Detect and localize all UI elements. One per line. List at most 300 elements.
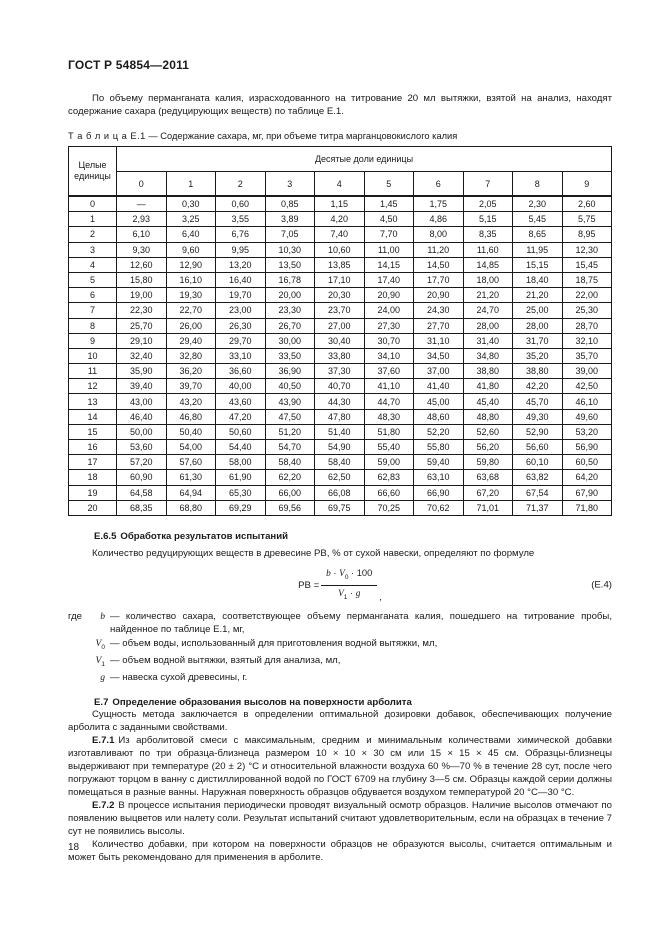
sugar-value-cell: 11,60 bbox=[463, 242, 513, 257]
unit-value-cell: 13 bbox=[69, 394, 117, 409]
sugar-value-cell: 3,89 bbox=[265, 212, 315, 227]
definition-line bbox=[68, 654, 612, 671]
sugar-value-cell: 0,30 bbox=[166, 196, 216, 212]
sugar-value-cell: 60,90 bbox=[117, 470, 167, 485]
sugar-value-cell: 66,90 bbox=[414, 485, 464, 500]
sugar-value-cell: 17,40 bbox=[364, 272, 414, 287]
sugar-value-cell: 2,93 bbox=[117, 212, 167, 227]
sugar-value-cell: 32,80 bbox=[166, 348, 216, 363]
sugar-value-cell: 47,20 bbox=[216, 409, 266, 424]
digit-column-header: 9 bbox=[562, 172, 612, 197]
sugar-value-cell: 29,10 bbox=[117, 333, 167, 348]
formula-intro: Количество редуцирующих веществ в древесине РВ, % от сухой навески, определяют по формуле bbox=[92, 547, 535, 559]
sugar-value-cell: 66,60 bbox=[364, 485, 414, 500]
paragraph: Е.7.2 В процессе испытания периодически проводят визуальный осмотр образцов. Наличие высолов отмечают по появлению выцветов или налету соли. Результат испытаний считают удовлетворительным, если на образцах в течение 7 сут не появились высолы. bbox=[68, 799, 612, 837]
sugar-value-cell: 69,29 bbox=[216, 500, 266, 515]
sugar-value-cell: 25,70 bbox=[117, 318, 167, 333]
sugar-value-cell: 2,60 bbox=[562, 196, 612, 212]
sugar-value-cell: 37,00 bbox=[414, 364, 464, 379]
sugar-value-cell: 52,20 bbox=[414, 424, 464, 439]
sugar-value-cell: 31,40 bbox=[463, 333, 513, 348]
sugar-value-cell: 64,94 bbox=[166, 485, 216, 500]
sugar-value-cell: 6,10 bbox=[117, 227, 167, 242]
sugar-value-cell: 34,10 bbox=[364, 348, 414, 363]
sugar-value-cell: 63,82 bbox=[513, 470, 563, 485]
sugar-value-cell: 31,70 bbox=[513, 333, 563, 348]
table-caption-text: — Содержание сахара, мг, при объеме титра марганцовокислого калия bbox=[148, 131, 458, 141]
sugar-value-cell: 70,62 bbox=[414, 500, 464, 515]
sugar-value-cell: 26,70 bbox=[265, 318, 315, 333]
digit-column-header: 3 bbox=[265, 172, 315, 197]
table-row bbox=[69, 424, 612, 439]
sugar-value-cell: 4,20 bbox=[315, 212, 365, 227]
sugar-value-cell: 44,30 bbox=[315, 394, 365, 409]
table-row bbox=[69, 227, 612, 242]
sugar-value-cell: 9,30 bbox=[117, 242, 167, 257]
table-row bbox=[69, 470, 612, 485]
sugar-value-cell: 13,85 bbox=[315, 257, 365, 272]
sugar-value-cell: 52,60 bbox=[463, 424, 513, 439]
sugar-value-cell: 57,60 bbox=[166, 455, 216, 470]
sugar-value-cell: 43,00 bbox=[117, 394, 167, 409]
formula-numerator: $b \cdot V_0 \cdot 100$ bbox=[321, 568, 377, 586]
sugar-value-cell: 36,90 bbox=[265, 364, 315, 379]
sugar-value-cell: 50,00 bbox=[117, 424, 167, 439]
sugar-value-cell: 29,40 bbox=[166, 333, 216, 348]
clause-number: Е.7 bbox=[94, 696, 109, 708]
sugar-value-cell: 12,60 bbox=[117, 257, 167, 272]
sugar-value-cell: 43,20 bbox=[166, 394, 216, 409]
sugar-value-cell: 1,75 bbox=[414, 196, 464, 212]
sugar-value-cell: 39,40 bbox=[117, 379, 167, 394]
table-row bbox=[69, 333, 612, 348]
paragraph: Е.7.1 Из арболитовой смеси с максимальным, средним и минимальным количествами химической добавки изготавливают по три образца-близнеца размером 10 × 10 × 30 см или 15 × 15 × 45 см. Образцы-близнецы выдерживают при температуре (20 ± 2) °С и относительной влажности воздуха 60 %—70 % в течение 28 сут, после чего погружают торцом в ванну с дистиллированной водой по ГОСТ 6709 на глубину 3—5 см. Образцы каждой серии должны помещаться в разные ванны. Наружная поверхность образцов обдувается воздухом температурой 20 °С—30 °С. bbox=[68, 734, 612, 798]
unit-value-cell: 8 bbox=[69, 318, 117, 333]
definition-line bbox=[68, 610, 612, 637]
sugar-value-cell: 17,10 bbox=[315, 272, 365, 287]
sugar-value-cell: 50,40 bbox=[166, 424, 216, 439]
table-row bbox=[69, 485, 612, 500]
sugar-value-cell: 60,10 bbox=[513, 455, 563, 470]
sugar-value-cell: 13,50 bbox=[265, 257, 315, 272]
digit-header-row bbox=[69, 172, 612, 197]
definition-variable: $V_1$ bbox=[95, 655, 105, 668]
sugar-value-cell: 71,37 bbox=[513, 500, 563, 515]
definition-variable: g bbox=[100, 672, 105, 684]
sugar-value-cell: 42,50 bbox=[562, 379, 612, 394]
unit-value-cell: 14 bbox=[69, 409, 117, 424]
sugar-value-cell: 30,40 bbox=[315, 333, 365, 348]
sugar-value-cell: 43,90 bbox=[265, 394, 315, 409]
sugar-value-cell: 67,90 bbox=[562, 485, 612, 500]
sugar-value-cell: 24,70 bbox=[463, 303, 513, 318]
definition-text: — количество сахара, соответствующее объему перманганата калия, пошедшего на титрование пробы, найденное по таблице Е.1, мг, bbox=[110, 610, 612, 636]
sugar-value-cell: 10,60 bbox=[315, 242, 365, 257]
sugar-value-cell: 35,20 bbox=[513, 348, 563, 363]
sugar-value-cell: 39,00 bbox=[562, 364, 612, 379]
unit-value-cell: 1 bbox=[69, 212, 117, 227]
sugar-value-cell: 46,40 bbox=[117, 409, 167, 424]
sugar-value-cell: 67,20 bbox=[463, 485, 513, 500]
sugar-value-cell: 36,60 bbox=[216, 364, 266, 379]
sugar-value-cell: 50,60 bbox=[216, 424, 266, 439]
sugar-value-cell: 69,56 bbox=[265, 500, 315, 515]
section-e7-heading bbox=[68, 697, 612, 708]
sugar-value-cell: 54,70 bbox=[265, 440, 315, 455]
sugar-value-cell: 27,70 bbox=[414, 318, 464, 333]
table-row bbox=[69, 394, 612, 409]
table-row bbox=[69, 379, 612, 394]
sugar-value-cell: 48,60 bbox=[414, 409, 464, 424]
sugar-value-cell: 35,90 bbox=[117, 364, 167, 379]
digit-column-header: 7 bbox=[463, 172, 513, 197]
sugar-value-cell: 55,80 bbox=[414, 440, 464, 455]
unit-value-cell: 6 bbox=[69, 288, 117, 303]
definition-variable: b bbox=[100, 610, 105, 622]
sugar-value-cell: 28,00 bbox=[513, 318, 563, 333]
sugar-value-cell: 6,76 bbox=[216, 227, 266, 242]
formula-definitions bbox=[68, 610, 612, 689]
unit-value-cell: 7 bbox=[69, 303, 117, 318]
formula-number-label: (Е.4) bbox=[591, 579, 612, 591]
intro-paragraph: По объему перманганата калия, израсходованного на титрование 20 мл вытяжки, взятой на анализ, находят содержание сахара (редуцирующих веществ) по таблице Е.1. bbox=[68, 93, 612, 117]
sugar-value-cell: 69,75 bbox=[315, 500, 365, 515]
formula-comma: , bbox=[379, 591, 382, 603]
sugar-value-cell: 49,30 bbox=[513, 409, 563, 424]
sugar-value-cell: 45,70 bbox=[513, 394, 563, 409]
unit-value-cell: 15 bbox=[69, 424, 117, 439]
sugar-value-cell: 40,50 bbox=[265, 379, 315, 394]
sugar-value-cell: 70,25 bbox=[364, 500, 414, 515]
sugar-value-cell: 9,95 bbox=[216, 242, 266, 257]
table-row bbox=[69, 196, 612, 212]
sugar-value-cell: 25,30 bbox=[562, 303, 612, 318]
formula-e4 bbox=[68, 568, 612, 603]
sugar-value-cell: 47,80 bbox=[315, 409, 365, 424]
table-row bbox=[69, 288, 612, 303]
sugar-value-cell: 58,40 bbox=[265, 455, 315, 470]
sugar-value-cell: 32,40 bbox=[117, 348, 167, 363]
sugar-value-cell: 35,70 bbox=[562, 348, 612, 363]
sugar-value-cell: 54,00 bbox=[166, 440, 216, 455]
sugar-value-cell: 14,15 bbox=[364, 257, 414, 272]
sugar-value-cell: 59,80 bbox=[463, 455, 513, 470]
section-e7-heading-text: Определение образования высолов на поверхности арболита bbox=[112, 696, 412, 708]
sugar-value-cell: 23,00 bbox=[216, 303, 266, 318]
formula-fraction bbox=[321, 568, 377, 603]
table-row bbox=[69, 364, 612, 379]
document-title: ГОСТ Р 54854—2011 bbox=[68, 58, 190, 72]
sugar-value-cell: 65,30 bbox=[216, 485, 266, 500]
sugar-value-cell: 28,00 bbox=[463, 318, 513, 333]
sugar-value-cell: 34,50 bbox=[414, 348, 464, 363]
unit-value-cell: 17 bbox=[69, 455, 117, 470]
digit-column-header: 5 bbox=[364, 172, 414, 197]
definition-prefix: где bbox=[68, 610, 83, 622]
page-number: 18 bbox=[68, 842, 80, 853]
sugar-value-cell: 39,70 bbox=[166, 379, 216, 394]
sugar-value-cell: 51,80 bbox=[364, 424, 414, 439]
sugar-value-cell: 2,05 bbox=[463, 196, 513, 212]
section-e65-heading-text: Обработка результатов испытаний bbox=[120, 530, 288, 542]
sugar-value-cell: 8,65 bbox=[513, 227, 563, 242]
table-row bbox=[69, 318, 612, 333]
sugar-value-cell: 3,25 bbox=[166, 212, 216, 227]
sugar-value-cell: 56,60 bbox=[513, 440, 563, 455]
sugar-value-cell: 18,75 bbox=[562, 272, 612, 287]
unit-value-cell: 20 bbox=[69, 500, 117, 515]
sugar-value-cell: 32,10 bbox=[562, 333, 612, 348]
unit-value-cell: 11 bbox=[69, 364, 117, 379]
sugar-value-cell: 23,30 bbox=[265, 303, 315, 318]
paragraph: Сущность метода заключается в определении оптимальной дозировки добавок, обеспечивающих получение арболита с заданными свойствами. bbox=[68, 708, 612, 733]
sugar-value-cell: 22,30 bbox=[117, 303, 167, 318]
digit-column-header: 8 bbox=[513, 172, 563, 197]
formula-denominator: $V_1 \cdot g$ bbox=[338, 587, 361, 601]
sugar-value-cell: 71,01 bbox=[463, 500, 513, 515]
sugar-value-cell: 68,35 bbox=[117, 500, 167, 515]
sugar-value-cell: 59,40 bbox=[414, 455, 464, 470]
table-row bbox=[69, 440, 612, 455]
definition-variable: $V_0$ bbox=[95, 637, 105, 651]
sugar-value-cell: 58,40 bbox=[315, 455, 365, 470]
sugar-value-cell: 15,80 bbox=[117, 272, 167, 287]
sugar-value-cell: 29,70 bbox=[216, 333, 266, 348]
sugar-value-cell: 8,35 bbox=[463, 227, 513, 242]
sugar-value-cell: 41,40 bbox=[414, 379, 464, 394]
sugar-value-cell: 16,10 bbox=[166, 272, 216, 287]
table-row bbox=[69, 257, 612, 272]
sugar-value-cell: 57,20 bbox=[117, 455, 167, 470]
sugar-value-cell: 45,00 bbox=[414, 394, 464, 409]
sugar-value-cell: 27,30 bbox=[364, 318, 414, 333]
sugar-value-cell: 17,70 bbox=[414, 272, 464, 287]
sugar-value-cell: 68,80 bbox=[166, 500, 216, 515]
sugar-value-cell: 56,20 bbox=[463, 440, 513, 455]
sugar-value-cell: 51,20 bbox=[265, 424, 315, 439]
sugar-value-cell: 63,10 bbox=[414, 470, 464, 485]
sugar-value-cell: 49,60 bbox=[562, 409, 612, 424]
sugar-value-cell: 47,50 bbox=[265, 409, 315, 424]
sugar-value-cell: 14,50 bbox=[414, 257, 464, 272]
definition-line bbox=[68, 671, 612, 688]
sugar-value-cell: 0,85 bbox=[265, 196, 315, 212]
sugar-value-cell: 26,30 bbox=[216, 318, 266, 333]
sugar-value-cell: 54,40 bbox=[216, 440, 266, 455]
definition-line bbox=[68, 637, 612, 654]
sugar-value-cell: 21,20 bbox=[513, 288, 563, 303]
unit-value-cell: 19 bbox=[69, 485, 117, 500]
digit-column-header: 2 bbox=[216, 172, 266, 197]
table-caption-label: Т а б л и ц а Е.1 bbox=[68, 131, 146, 141]
sugar-value-cell: 63,68 bbox=[463, 470, 513, 485]
sugar-value-cell: 8,00 bbox=[414, 227, 464, 242]
sugar-value-cell: 34,80 bbox=[463, 348, 513, 363]
unit-value-cell: 4 bbox=[69, 257, 117, 272]
sugar-value-cell: 61,90 bbox=[216, 470, 266, 485]
sugar-value-cell: 33,80 bbox=[315, 348, 365, 363]
sugar-value-cell: 37,30 bbox=[315, 364, 365, 379]
sugar-value-cell: 9,60 bbox=[166, 242, 216, 257]
sugar-content-table bbox=[68, 146, 612, 516]
sugar-value-cell: 38,80 bbox=[463, 364, 513, 379]
sugar-value-cell: 23,70 bbox=[315, 303, 365, 318]
sugar-value-cell: 5,15 bbox=[463, 212, 513, 227]
sugar-value-cell: 21,20 bbox=[463, 288, 513, 303]
table-row bbox=[69, 242, 612, 257]
sugar-value-cell: 62,50 bbox=[315, 470, 365, 485]
sugar-value-cell: 7,70 bbox=[364, 227, 414, 242]
paragraph: Количество добавки, при котором на поверхности образцов не образуются высолы, считается оптимальным и может быть рекомендовано для применения в арболите. bbox=[68, 838, 612, 863]
sugar-value-cell: 64,20 bbox=[562, 470, 612, 485]
sugar-value-cell: 30,00 bbox=[265, 333, 315, 348]
table-row bbox=[69, 348, 612, 363]
sugar-value-cell: 71,80 bbox=[562, 500, 612, 515]
sugar-value-cell: 56,90 bbox=[562, 440, 612, 455]
sugar-value-cell: 37,60 bbox=[364, 364, 414, 379]
unit-value-cell: 3 bbox=[69, 242, 117, 257]
sugar-value-cell: 13,20 bbox=[216, 257, 266, 272]
definition-text: — навеска сухой древесины, г. bbox=[110, 672, 248, 684]
digit-column-header: 4 bbox=[315, 172, 365, 197]
sugar-value-cell: 20,00 bbox=[265, 288, 315, 303]
sugar-value-cell: 27,00 bbox=[315, 318, 365, 333]
definition-text: — объем водной вытяжки, взятый для анализа, мл, bbox=[110, 655, 341, 667]
sugar-value-cell: 45,40 bbox=[463, 394, 513, 409]
sugar-value-cell: 43,60 bbox=[216, 394, 266, 409]
sugar-value-cell: 22,00 bbox=[562, 288, 612, 303]
sugar-value-cell: 5,75 bbox=[562, 212, 612, 227]
sugar-value-cell: 60,50 bbox=[562, 455, 612, 470]
sugar-value-cell: 19,70 bbox=[216, 288, 266, 303]
sugar-value-cell: 42,20 bbox=[513, 379, 563, 394]
sugar-value-cell: 52,90 bbox=[513, 424, 563, 439]
sugar-value-cell: 58,00 bbox=[216, 455, 266, 470]
sugar-value-cell: 48,80 bbox=[463, 409, 513, 424]
sugar-value-cell: 67,54 bbox=[513, 485, 563, 500]
unit-value-cell: 16 bbox=[69, 440, 117, 455]
sugar-value-cell: 41,80 bbox=[463, 379, 513, 394]
sugar-value-cell: 19,30 bbox=[166, 288, 216, 303]
sugar-value-cell: 61,30 bbox=[166, 470, 216, 485]
sugar-value-cell: 11,20 bbox=[414, 242, 464, 257]
sugar-value-cell: 20,90 bbox=[364, 288, 414, 303]
sugar-value-cell: 12,90 bbox=[166, 257, 216, 272]
section-e7-body bbox=[68, 708, 612, 864]
table-row bbox=[69, 303, 612, 318]
equals-sign: = bbox=[313, 579, 320, 591]
sugar-value-cell: 2,30 bbox=[513, 196, 563, 212]
unit-value-cell: 5 bbox=[69, 272, 117, 287]
table-caption bbox=[68, 130, 612, 142]
unit-value-cell: 18 bbox=[69, 470, 117, 485]
sugar-value-cell: 6,40 bbox=[166, 227, 216, 242]
sugar-value-cell: 0,60 bbox=[216, 196, 266, 212]
sugar-value-cell: 54,90 bbox=[315, 440, 365, 455]
sugar-value-cell: 7,05 bbox=[265, 227, 315, 242]
sugar-value-cell: 18,00 bbox=[463, 272, 513, 287]
sugar-value-cell: 26,00 bbox=[166, 318, 216, 333]
sugar-value-cell: 1,45 bbox=[364, 196, 414, 212]
sugar-value-cell: 11,95 bbox=[513, 242, 563, 257]
clause-number: Е.6.5 bbox=[94, 530, 117, 542]
unit-value-cell: 10 bbox=[69, 348, 117, 363]
table-row bbox=[69, 500, 612, 515]
sugar-value-cell: 31,10 bbox=[414, 333, 464, 348]
sugar-value-cell: 62,83 bbox=[364, 470, 414, 485]
sugar-value-cell: 20,90 bbox=[414, 288, 464, 303]
sugar-value-cell: 12,30 bbox=[562, 242, 612, 257]
sugar-value-cell: 1,15 bbox=[315, 196, 365, 212]
sugar-value-cell: 16,78 bbox=[265, 272, 315, 287]
sugar-value-cell: 48,30 bbox=[364, 409, 414, 424]
sugar-value-cell: 20,30 bbox=[315, 288, 365, 303]
table-row bbox=[69, 409, 612, 424]
sugar-value-cell: 5,45 bbox=[513, 212, 563, 227]
sugar-value-cell: 24,00 bbox=[364, 303, 414, 318]
sugar-value-cell: 59,00 bbox=[364, 455, 414, 470]
unit-value-cell: 12 bbox=[69, 379, 117, 394]
sugar-value-cell: 10,30 bbox=[265, 242, 315, 257]
sugar-value-cell: 44,70 bbox=[364, 394, 414, 409]
sugar-value-cell: 22,70 bbox=[166, 303, 216, 318]
sugar-value-cell: 66,08 bbox=[315, 485, 365, 500]
sugar-value-cell: 8,95 bbox=[562, 227, 612, 242]
sugar-value-cell: 41,10 bbox=[364, 379, 414, 394]
sugar-value-cell: 24,30 bbox=[414, 303, 464, 318]
table-header-row bbox=[69, 147, 612, 172]
sugar-value-cell: 33,50 bbox=[265, 348, 315, 363]
units-column-header: Целые единицы bbox=[69, 147, 117, 197]
sugar-value-cell: 66,00 bbox=[265, 485, 315, 500]
section-e65-heading bbox=[68, 531, 612, 542]
digit-column-header: 0 bbox=[117, 172, 167, 197]
table-row bbox=[69, 212, 612, 227]
sugar-value-cell: 40,70 bbox=[315, 379, 365, 394]
sugar-value-cell: 33,10 bbox=[216, 348, 266, 363]
table-row bbox=[69, 455, 612, 470]
unit-value-cell: 2 bbox=[69, 227, 117, 242]
sugar-value-cell: 28,70 bbox=[562, 318, 612, 333]
sugar-value-cell: 15,45 bbox=[562, 257, 612, 272]
sugar-value-cell: 64,58 bbox=[117, 485, 167, 500]
sugar-value-cell: 16,40 bbox=[216, 272, 266, 287]
unit-value-cell: 9 bbox=[69, 333, 117, 348]
sugar-value-cell: 46,80 bbox=[166, 409, 216, 424]
sugar-value-cell: 53,60 bbox=[117, 440, 167, 455]
sugar-value-cell: 19,00 bbox=[117, 288, 167, 303]
table-row bbox=[69, 272, 612, 287]
sugar-value-cell: 7,40 bbox=[315, 227, 365, 242]
sugar-value-cell: 51,40 bbox=[315, 424, 365, 439]
sugar-value-cell: 15,15 bbox=[513, 257, 563, 272]
definition-text: — объем воды, использованный для приготовления водной вытяжки, мл, bbox=[110, 637, 438, 649]
formula-lhs: РВ bbox=[298, 579, 311, 591]
sugar-value-cell: 4,86 bbox=[414, 212, 464, 227]
sugar-value-cell: 53,20 bbox=[562, 424, 612, 439]
sugar-value-cell: 3,55 bbox=[216, 212, 266, 227]
sugar-value-cell: 14,85 bbox=[463, 257, 513, 272]
unit-value-cell: 0 bbox=[69, 196, 117, 212]
sugar-value-cell: 4,50 bbox=[364, 212, 414, 227]
sugar-value-cell: 46,10 bbox=[562, 394, 612, 409]
digit-column-header: 1 bbox=[166, 172, 216, 197]
sugar-value-cell: — bbox=[117, 196, 167, 212]
sugar-value-cell: 36,20 bbox=[166, 364, 216, 379]
sugar-value-cell: 30,70 bbox=[364, 333, 414, 348]
sugar-value-cell: 40,00 bbox=[216, 379, 266, 394]
sugar-value-cell: 62,20 bbox=[265, 470, 315, 485]
